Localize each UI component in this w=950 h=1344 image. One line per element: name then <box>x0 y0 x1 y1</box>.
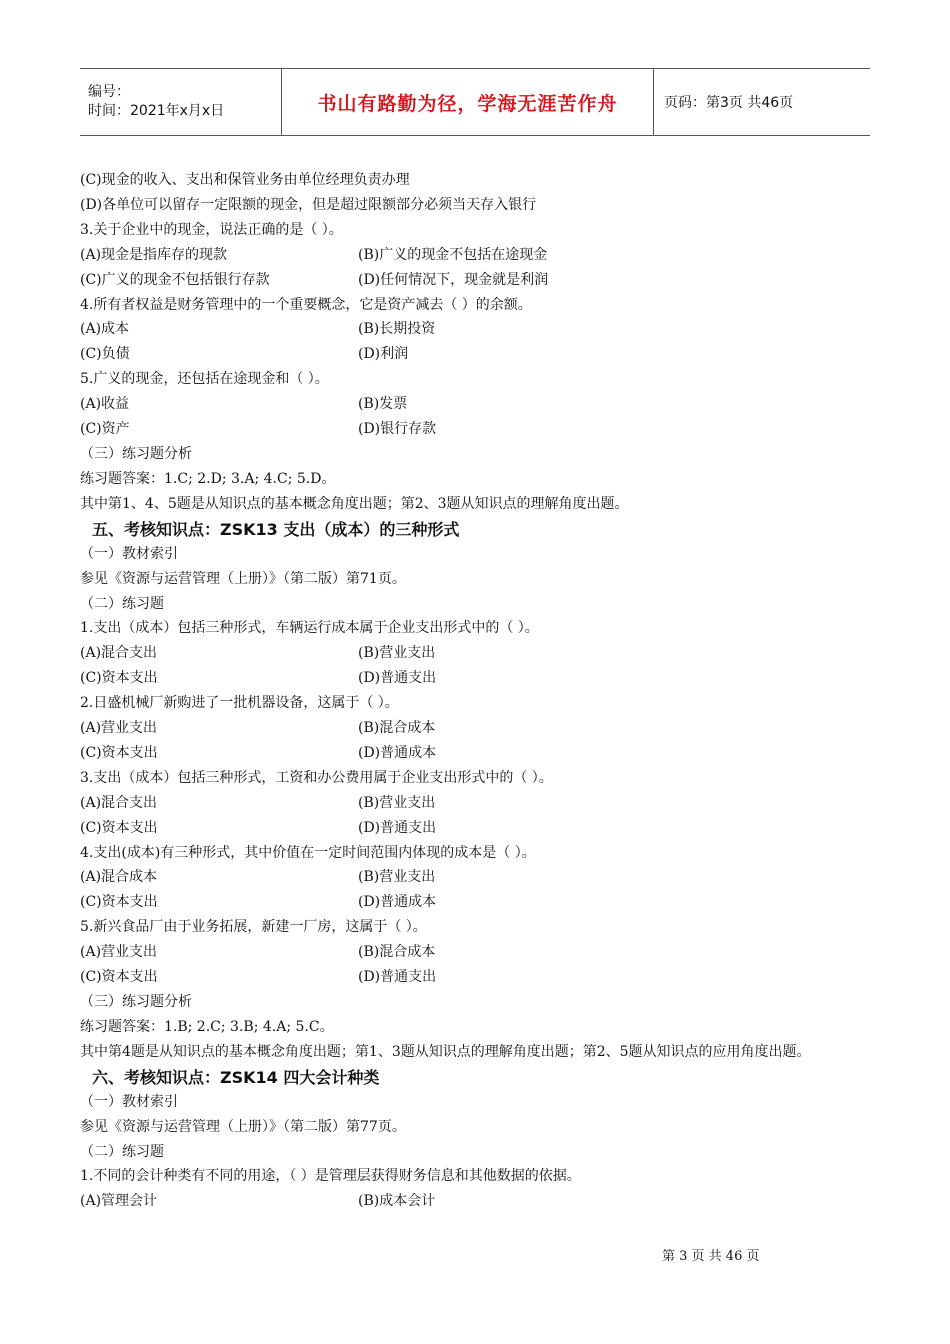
option-text: (A)成本 <box>80 321 130 338</box>
option-row <box>80 243 906 268</box>
text-line: 5.广义的现金，还包括在途现金和（ ）。 <box>80 371 329 388</box>
text-line: 参见《资源与运营管理（上册）》（第二版）第71页。 <box>80 570 406 587</box>
option-text: (D)普通支出 <box>358 819 437 836</box>
option-text: (A)收益 <box>80 396 130 413</box>
option-text: (C)资产 <box>80 421 130 438</box>
option-row <box>80 791 906 816</box>
option-text: (C)资本支出 <box>80 819 158 836</box>
option-text: (C)资本支出 <box>80 744 158 761</box>
text-line: 练习题答案：1.B; 2.C; 3.B; 4.A; 5.C。 <box>80 1018 334 1035</box>
option-text: (D)银行存款 <box>358 421 437 438</box>
text-line: （一）教材索引 <box>80 1093 178 1110</box>
text-line: 其中第1、4、5题是从知识点的基本概念角度出题；第2、3题从知识点的理解角度出题。 <box>80 495 629 512</box>
option-text: (D)利润 <box>358 346 409 363</box>
text-line: 参见《资源与运营管理（上册）》（第二版）第77页。 <box>80 1118 406 1135</box>
option-text: (A)混合支出 <box>80 794 158 811</box>
header-page-info <box>654 69 870 135</box>
option-row <box>80 641 906 666</box>
option-row <box>80 816 906 841</box>
page-number-label: 页码：第3页 共46页 <box>664 95 794 111</box>
option-text: (B)混合成本 <box>358 720 436 737</box>
document-number-label: 编号： <box>88 84 130 100</box>
document-date-label: 时间：2021年x月x日 <box>88 103 225 119</box>
text-line: （三）练习题分析 <box>80 445 192 462</box>
option-row <box>80 965 906 990</box>
option-text: (A)混合成本 <box>80 869 158 886</box>
option-text: (C)资本支出 <box>80 894 158 911</box>
option-row <box>80 940 906 965</box>
text-line: (D)各单位可以留存一定限额的现金，但是超过限额部分必须当天存入银行 <box>80 196 537 213</box>
option-text: (C)广义的现金不包括银行存款 <box>80 271 270 288</box>
text-line: （二）练习题 <box>80 1143 164 1160</box>
document-body <box>80 168 906 1214</box>
option-row <box>80 268 906 293</box>
option-text: (D)普通支出 <box>358 969 437 986</box>
option-text: (B)长期投资 <box>358 321 436 338</box>
option-row <box>80 317 906 342</box>
option-text: (D)普通成本 <box>358 744 437 761</box>
option-row <box>80 716 906 741</box>
paragraph: 其中第4题是从知识点的基本概念角度出题；第1、3题从知识点的理解角度出题；第2、5题从知识点的应用角度出题。 <box>80 1043 811 1060</box>
text-line: 3.支出（成本）包括三种形式，工资和办公费用属于企业支出形式中的（ ）。 <box>80 769 553 786</box>
option-text: (C)资本支出 <box>80 670 158 687</box>
option-text: (A)管理会计 <box>80 1193 158 1210</box>
header-info <box>80 69 282 135</box>
page-header <box>80 68 870 136</box>
section-heading: 五、考核知识点：ZSK13 支出（成本）的三种形式 <box>92 519 460 539</box>
text-line: (C)现金的收入、支出和保管业务由单位经理负责办理 <box>80 172 410 188</box>
option-text: (D)普通支出 <box>358 670 437 687</box>
option-row <box>80 417 906 442</box>
section-heading: 六、考核知识点：ZSK14 四大会计种类 <box>92 1067 380 1087</box>
text-line: （一）教材索引 <box>80 545 178 562</box>
page-footer: 第 3 页 共 46 页 <box>662 1249 760 1264</box>
option-text: (D)普通成本 <box>358 894 437 911</box>
option-row <box>80 1189 906 1214</box>
option-text: (C)资本支出 <box>80 969 158 986</box>
option-row <box>80 392 906 417</box>
option-text: (B)营业支出 <box>358 645 436 662</box>
text-line: 4.支出(成本)有三种形式，其中价值在一定时间范围内体现的成本是（ ）。 <box>80 844 536 861</box>
option-text: (A)营业支出 <box>80 944 158 961</box>
text-line: 1.支出（成本）包括三种形式，车辆运行成本属于企业支出形式中的（ ）。 <box>80 620 539 637</box>
text-line: 练习题答案：1.C; 2.D; 3.A; 4.C; 5.D。 <box>80 470 336 487</box>
option-row <box>80 342 906 367</box>
option-row <box>80 890 906 915</box>
option-text: (B)营业支出 <box>358 869 436 886</box>
option-text: (B)营业支出 <box>358 794 436 811</box>
option-text: (A)现金是指库存的现款 <box>80 246 228 263</box>
text-line: 2.日盛机械厂新购进了一批机器设备，这属于（ ）。 <box>80 695 399 712</box>
text-line: （三）练习题分析 <box>80 994 192 1010</box>
option-text: (D)任何情况下，现金就是利润 <box>358 271 549 288</box>
motto-text: 书山有路勤为径，学海无涯苦作舟 <box>317 92 618 115</box>
option-text: (A)混合支出 <box>80 645 158 662</box>
text-line: 1.不同的会计种类有不同的用途，（ ）是管理层获得财务信息和其他数据的依据。 <box>80 1168 581 1185</box>
option-row <box>80 741 906 766</box>
option-text: (B)混合成本 <box>358 944 436 961</box>
option-text: (B)广义的现金不包括在途现金 <box>358 246 548 263</box>
option-text: (C)负债 <box>80 346 130 363</box>
option-row <box>80 666 906 691</box>
header-motto <box>282 69 654 135</box>
text-line: （二）练习题 <box>80 595 164 612</box>
text-line: 4.所有者权益是财务管理中的一个重要概念，它是资产减去（ ）的余额。 <box>80 296 532 313</box>
option-text: (B)发票 <box>358 396 408 413</box>
option-text: (A)营业支出 <box>80 720 158 737</box>
option-row <box>80 865 906 890</box>
text-line: 3.关于企业中的现金，说法正确的是（ ）。 <box>80 221 343 238</box>
option-text: (B)成本会计 <box>358 1193 436 1210</box>
text-line: 5.新兴食品厂由于业务拓展，新建一厂房，这属于（ ）。 <box>80 919 427 936</box>
